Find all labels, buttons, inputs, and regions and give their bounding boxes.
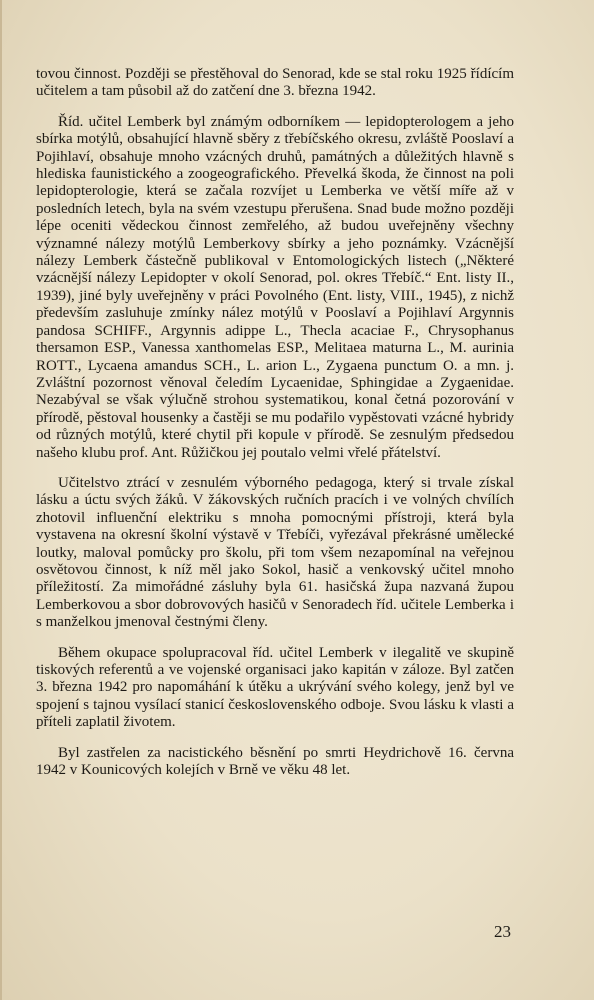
paragraph-teaching: Učitelstvo ztrácí v zesnulém výborného pedagoga, který si trvale získal lásku a úctu svých žáků. V žákovských ručních pracích i ve volných chvílích zhotovil influenční elektriku s mnoha pomocnými přístroji, která byla vystavena na okresní školní výstavě v Třebíči, vyřezával překrásné umělecké loutky, maloval pomůcky pro školu, při tom všem nezapomínal na veřejnou osvětovou činnost, k níž měl jako Sokol, hasič a venkovský učitel mnoho příležitostí. Za mimořádné zásluhy byla 61. hasičská župa nazvaná župou Lemberkovou a sbor dobrovových hasičů v Senoradech říd. učitele Lemberka i s manželkou jmenoval čestnými členy. [36,474,514,631]
page-number: 23 [494,922,511,941]
body-text [36,66,514,792]
paragraph-continuation: tovou činnost. Později se přestěhoval do Senorad, kde se stal roku 1925 řídícím učitelem a tam působil až do zatčení dne 3. března 1942. [36,66,514,100]
paragraph-occupation: Během okupace spolupracoval říd. učitel Lemberk v ilegalitě ve skupině tiskových referentů a ve vojenské organisaci jako kapitán v záloze. Byl zatčen 3. března 1942 pro napomáhání k útěku a ukrývání svého kolegy, jenž byl ve spojení s tajnou vysílací stanicí československého odboje. Svou lásku k vlasti a příteli zaplatil životem. [36,644,514,731]
paragraph-death: Byl zastřelen za nacistického běsnění po smrti Heydrichově 16. června 1942 v Kounicových kolejích v Brně ve věku 48 let. [36,744,514,779]
paragraph-lepidopterology: Říd. učitel Lemberk byl známým odborníkem — lepidopterologem a jeho sbírka motýlů, obsahující hlavně sběry z třebíčského okresu, zvláště Pooslaví a Pojihlaví, obsahuje mnoho vzácných druhů, památných a důležitých hlavně s hlediska faunistického a zoogeografického. Převelká škoda, že činnost na poli lepidopterologie, která se začala rozvíjet u Lemberka ve větší míře až v posledních letech, byla na svém vzestupu přerušena. Snad bude možno později lépe oceniti vědeckou činnost zemřelého, až budou uveřejněny všechny významné nálezy motýlů Lemberkovy sbírky a jeho poznámky. Vzácnější nálezy Lemberk částečně publikoval v Entomologických listech („Některé vzácnější nálezy Lepidopter v okolí Senorad, pol. okres Třebíč.“ Ent. listy II., 1939), jiné byly uveřejněny v práci Povolného (Ent. listy, VIII., 1945), z nichž především zasluhuje zmínky nález motýlů v Pooslaví a Pojihlaví Argynnis pandosa SCHIFF., Argynnis adippe L., Thecla acaciae F., Chrysophanus thersamon ESP., Vanessa xanthomelas ESP., Melitaea maturna L., M. aurinia ROTT., Lycaena amandus SCH., L. arion L., Zygaena punctum O. a mn. j. Zvláštní pozornost věnoval čeledím Lycaenidae, Sphingidae a Zygaenidae. Nezabýval se však výlučně strohou systematikou, konal četná pozorování v přírodě, pěstoval housenky a častěji se mu podařilo vypěstovati vzácné hybridy od různých motýlů, které chytil při kopule v přírodě. Se zesnulým předsedou našeho klubu prof. Ant. Růžičkou jej poutalo velmi vřelé přátelství. [36,113,514,461]
